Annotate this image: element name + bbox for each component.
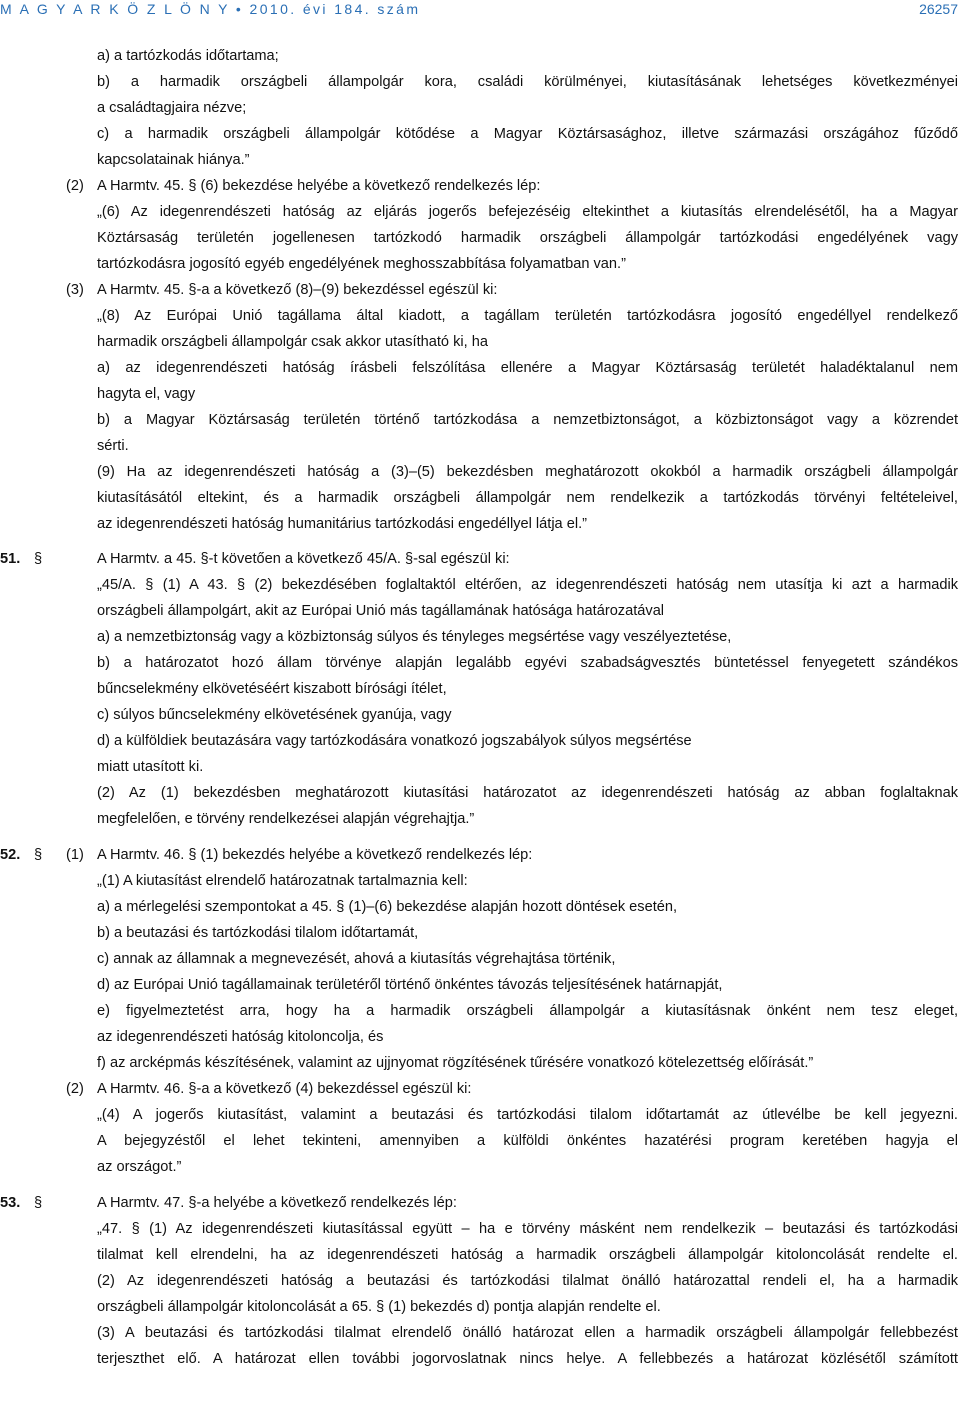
subsection-label: (3) xyxy=(66,282,84,298)
text-line: A bejegyzéstől el lehet tekinteni, amennyiben a külföldi önkéntes hazatérési program keretében hagyja el xyxy=(97,1133,958,1149)
journal-title: M A G Y A R K Ö Z L Ö N Y • 2010. évi 184. szám xyxy=(0,1,421,17)
section-sign: § xyxy=(34,847,43,863)
list-item: b) a beutazási és tartózkodási tilalom időtartamát, xyxy=(97,925,419,941)
list-item: b) a Magyar Köztársaság területén történő tartózkodása a nemzetbiztonságot, a közbiztonságot vagy a közrendet xyxy=(97,412,958,428)
paragraph-2: (2) A Harmtv. 45. § (6) bekezdése helyébe a következő rendelkezés lép: xyxy=(0,173,960,199)
section-number: 53. xyxy=(0,1195,21,1211)
text-line: „47. § (1) Az idegenrendészeti kiutasítással együtt – ha e törvény másként nem rendelkezik – beutazási és tartózkodási xyxy=(97,1221,958,1237)
list-item: a) a tartózkodás időtartama; xyxy=(97,48,279,64)
text-line: országbeli állampolgár kitoloncolását a 65. § (1) bekezdés d) pontja alapján rendelte el. xyxy=(97,1299,661,1315)
text-line: „(1) A kiutasítást elrendelő határozatnak tartalmaznia kell: xyxy=(97,873,468,889)
list-item: d) az Európai Unió tagállamainak területéről történő önkéntes távozás teljesítésének határnapját, xyxy=(97,977,723,993)
text-line: bűncselekmény elkövetéséért kiszabott bírósági ítélet, xyxy=(97,681,447,697)
text-line: „(6) Az idegenrendészeti hatóság az eljárás jogerős befejezéséig eltekinthet a kiutasítás elrendelésétől, ha a Magyar xyxy=(97,204,958,220)
list-item: e) figyelmeztetést arra, hogy ha a harmadik országbeli állampolgár a kiutasításnak önként nem tesz eleget, xyxy=(97,1003,958,1019)
text-line: sérti. xyxy=(97,438,129,454)
text-line: terjeszthet elő. A határozat ellen további jogorvoslatnak nincs helye. A fellebbezés a határozat közlésétől számított xyxy=(97,1351,958,1367)
text-line: (9) Ha az idegenrendészeti hatóság a (3)–(5) bekezdésben meghatározott okokból a harmadik országbeli állampolgár xyxy=(97,464,958,480)
section-sign: § xyxy=(34,1195,43,1211)
text-line: „(8) Az Európai Unió tagállama által kiadott, a tagállam területén tartózkodásra jogosító engedéllyel rendelkező xyxy=(97,308,958,324)
text-line: országbeli állampolgárt, akit az Európai Unió más tagállamának hatósága határozatával xyxy=(97,603,665,619)
page-header xyxy=(0,0,960,20)
list-item: a) a mérlegelési szempontokat a 45. § (1)–(6) bekezdése alapján hozott döntések esetén, xyxy=(97,899,678,915)
subsection-label: (2) xyxy=(66,178,84,194)
list-item: b) a határozatot hozó állam törvénye alapján legalább egyévi szabadságvesztés büntetéssel fenyegetett szándékos xyxy=(97,655,958,671)
text-line: harmadik országbeli állampolgár csak akkor utasítható ki, ha xyxy=(97,334,488,350)
list-item: c) annak az államnak a megnevezését, ahová a kiutasítás végrehajtása történik, xyxy=(97,951,616,967)
list-item: c) a harmadik országbeli állampolgár kötődése a Magyar Köztársasághoz, illetve származási országához fűződő xyxy=(97,126,958,142)
subsection-label: (2) xyxy=(66,1081,84,1097)
text-line: (2) Az idegenrendészeti hatóság a beutazási és tartózkodási tilalmat önálló határozattal rendeli el, ha a harmadik xyxy=(97,1273,958,1289)
list-item: a) a nemzetbiztonság vagy a közbiztonság súlyos és tényleges megsértése vagy veszélyeztetése, xyxy=(97,629,732,645)
subsection-label: (1) xyxy=(66,847,84,863)
section-52: 52. § (1) A Harmtv. 46. § (1) bekezdés helyébe a következő rendelkezés lép: xyxy=(0,842,960,868)
text-line: a családtagjaira nézve; xyxy=(97,100,247,116)
text-line: kapcsolatainak hiánya.” xyxy=(97,152,250,168)
list-item: d) a külföldiek beutazására vagy tartózkodására vonatkozó jogszabályok súlyos megsértése xyxy=(97,733,692,749)
text-line: tartózkodásra jogosító egyéb engedélyének meghosszabbítása folyamatban van.” xyxy=(97,256,626,272)
text-line: „(4) A jogerős kiutasítást, valamint a beutazási és tartózkodási tilalom időtartamát az útlevélbe be kell jegyezni. xyxy=(97,1107,958,1123)
section-53: 53. § A Harmtv. 47. §-a helyébe a következő rendelkezés lép: xyxy=(0,1190,960,1216)
list-item: c) súlyos bűncselekmény elkövetésének gyanúja, vagy xyxy=(97,707,452,723)
page-number: 26257 xyxy=(919,1,958,17)
text-line: miatt utasított ki. xyxy=(97,759,204,775)
text-line: tilalmat kell elrendelni, ha az idegenrendészeti hatóság a harmadik országbeli állampolgár kitoloncolását rendelte el. xyxy=(97,1247,958,1263)
text-line: hagyta el, vagy xyxy=(97,386,196,402)
text-line: az országot.” xyxy=(97,1159,182,1175)
text-line: megfelelően, e törvény rendelkezései alapján végrehajtja.” xyxy=(97,811,475,827)
text-line: az idegenrendészeti hatóság kitoloncolja, és xyxy=(97,1029,384,1045)
list-item: a) az idegenrendészeti hatóság írásbeli felszólítása ellenére a Magyar Köztársaság területét haladéktalanul nem xyxy=(97,360,958,376)
text-line: „45/A. § (1) A 43. § (2) bekezdésében foglaltaktól eltérően, az idegenrendészeti hatóság nem utasítja ki azt a harmadik xyxy=(97,577,958,593)
text-line: az idegenrendészeti hatóság humanitárius tartózkodási engedéllyel látja el.” xyxy=(97,516,588,532)
list-item: f) az arcképmás készítésének, valamint az ujjnyomat rögzítésének tűrésére vonatkozó kötelezettség előírását.” xyxy=(97,1055,814,1071)
text-line: kiutasításától eltekint, és a harmadik országbeli állampolgár nem rendelkezik a tartózkodás törvényi feltételeivel, xyxy=(97,490,958,506)
text-line: (2) Az (1) bekezdésben meghatározott kiutasítási határozatot az idegenrendészeti hatóság az abban foglaltaknak xyxy=(97,785,958,801)
text-line: Köztársaság területén jogellenesen tartózkodó harmadik országbeli állampolgár tartózkodási engedélyének vagy xyxy=(97,230,958,246)
section-number: 52. xyxy=(0,847,21,863)
paragraph-3: (3) A Harmtv. 45. §-a a következő (8)–(9) bekezdéssel egészül ki: xyxy=(0,277,960,303)
document-body xyxy=(0,43,960,1372)
section-51: 51. § A Harmtv. a 45. §-t követően a következő 45/A. §-sal egészül ki: xyxy=(0,546,960,572)
paragraph-52-2: (2) A Harmtv. 46. §-a a következő (4) bekezdéssel egészül ki: xyxy=(0,1076,960,1102)
list-item: b) a harmadik országbeli állampolgár kora, családi körülményei, kiutasításának lehetséges következményei xyxy=(97,74,958,90)
text-line: (3) A beutazási és tartózkodási tilalmat elrendelő önálló határozat ellen a harmadik országbeli állampolgár fellebbezést xyxy=(97,1325,958,1341)
section-sign: § xyxy=(34,551,43,567)
section-number: 51. xyxy=(0,551,21,567)
